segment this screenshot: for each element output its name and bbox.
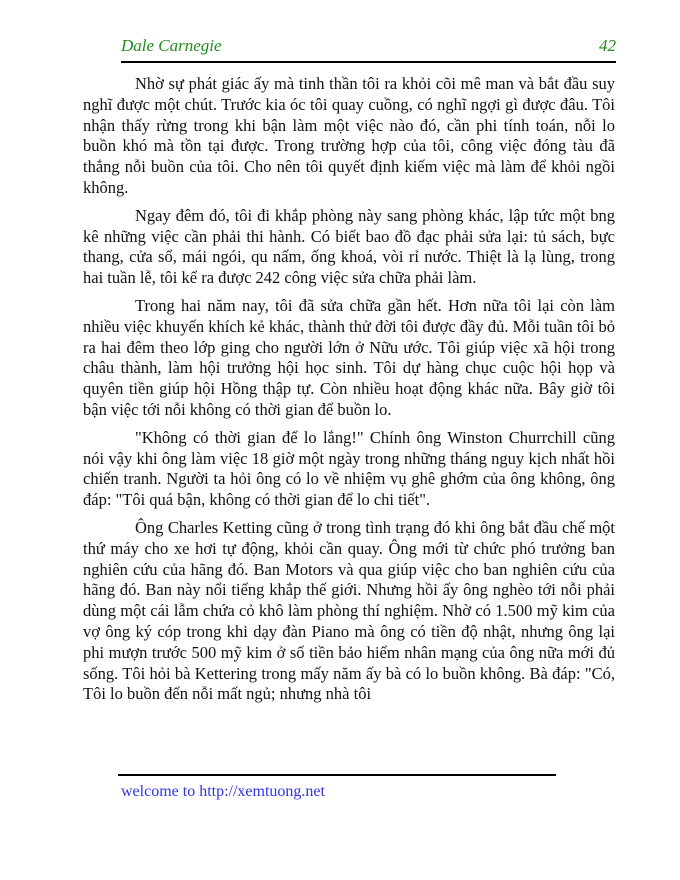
footer-link[interactable]: welcome to http://xemtuong.net (121, 783, 325, 800)
body-paragraph: Trong hai năm nay, tôi đã sửa chữa gần hết. Hơn nữa tôi lại còn làm nhiều việc khuyến khích kẻ khác, thành thử đời tôi được đầy đủ. Mỗi tuần tôi bỏ ra hai đêm theo lớp ging cho người lớn ở Nữu ước. Tôi giúp việc xã hội trong châu thành, làm hội trưởng hội học sinh. Tôi dự hàng chục cuộc hội họp và quyên tiền giúp hội Hồng thập tự. Còn nhiều hoạt động khác nữa. Bây giờ tôi bận việc tới nỗi không có thời gian để buồn lo. (83, 295, 615, 419)
body-paragraph: Nhờ sự phát giác ấy mà tinh thần tôi ra khỏi cõi mê man và bắt đầu suy nghĩ được một chút. Trước kia óc tôi quay cuồng, có nghĩ ngợi gì được đâu. Tôi nhận thấy rừng trong khi bận làm một việc nào đó, cần phi tính toán, nỗi lo buồn khó mà tồn tại được. Trong trường hợp của tôi, công việc đóng tàu đã thắng nỗi buồn của tôi. Cho nên tôi quyết định kiếm việc mà làm để khỏi ngồi không. (83, 74, 615, 197)
page-number: 42 (599, 36, 616, 55)
body-paragraph: "Không có thời gian để lo lắng!" Chính ông Winston Churrchill cũng nói vậy khi ông làm việc 18 giờ một ngày trong những tháng nguy kịch nhất hồi chiến tranh. Người ta hỏi ông có lo về nhiệm vụ ghê ghớm của ông không, ông đáp: "Tôi quá bận, không có thời gian để lo chi tiết". (83, 427, 615, 510)
body-paragraph: Ngay đêm đó, tôi đi khắp phòng này sang phòng khác, lập tức một bng kê những việc cần phải thi hành. Có biết bao đồ đạc phải sửa lại: tủ sách, bực thang, cửa sổ, mái ngói, qu nấm, ống khoá, vòi rỉ nước. Thiệt là lạ lùng, trong hai tuần lễ, tôi kể ra được 242 công việc sửa chữa phải làm. (83, 205, 615, 288)
page-footer (121, 783, 325, 801)
page-header (121, 36, 616, 63)
page-body (83, 74, 615, 712)
body-paragraph: Ông Charles Ketting cũng ở trong tình trạng đó khi ông bắt đầu chế một thứ máy cho xe hơi tự động, khỏi cần quay. Ông mới từ chức phó trưởng ban nghiên cứu của hãng đó. Ban Motors và qua giúp việc cho ban nghiên cứu của hãng đó. Ban này nổi tiếng khắp thế giới. Nhưng hồi ấy ông nghèo tới nỗi phải dùng một cái lẫm chứa cỏ khô làm phòng thí nghiệm. Nhờ có 1.500 mỹ kim của vợ ông ký cóp trong khi dạy đàn Piano mà ông có tiền độ nhật, nhưng ông lại phi mượn trước 500 mỹ kim ở số tiền bảo hiểm nhân mạng của ông nữa mới đủ sống. Tôi hỏi bà Kettering trong mấy năm ấy bà có lo buồn không. Bà đáp: "Có, Tôi lo buồn đến nỗi mất ngủ; nhưng nhà tôi (83, 517, 615, 704)
footer-rule (118, 774, 556, 776)
author-name: Dale Carnegie (121, 36, 222, 55)
